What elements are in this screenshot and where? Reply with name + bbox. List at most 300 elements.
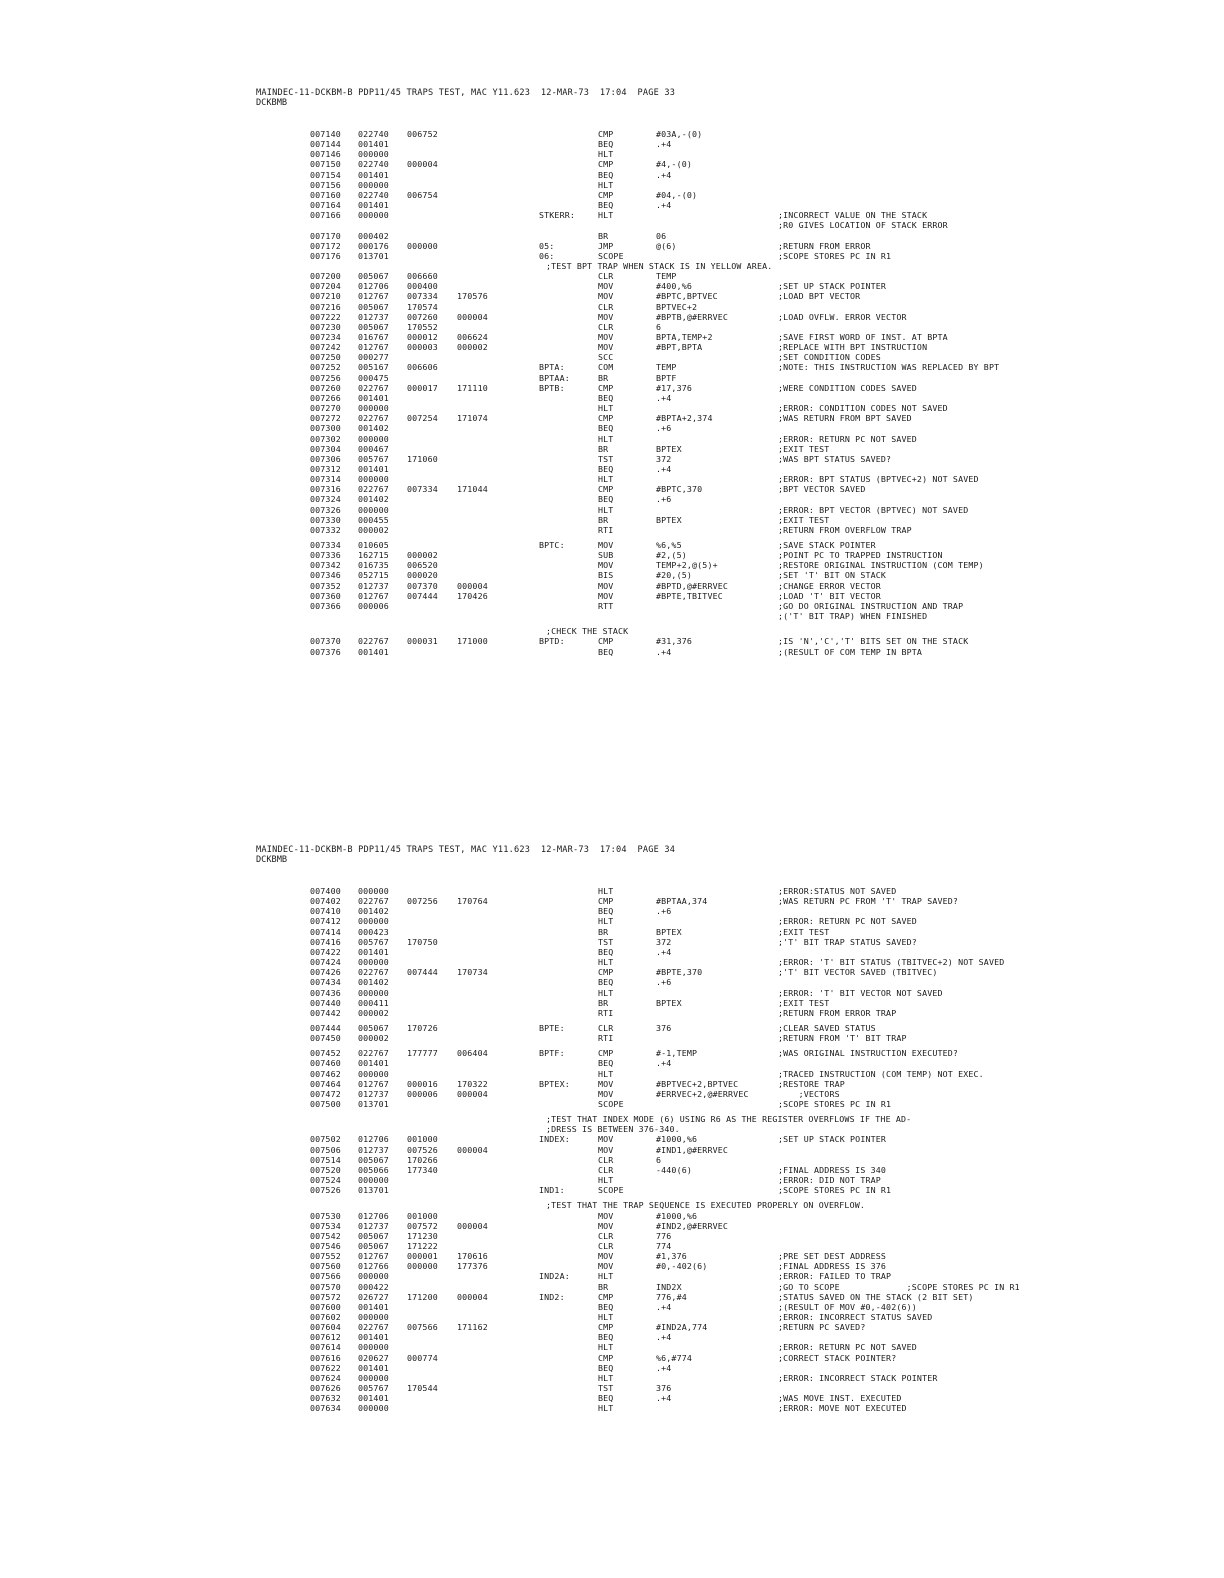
line-w1: 000000: [358, 987, 389, 998]
line-w1: 005066: [358, 1164, 389, 1175]
line-arg: .+4: [656, 946, 672, 957]
line-arg: 372: [656, 453, 672, 464]
line-addr: 007332: [310, 524, 341, 535]
line-w1: 022767: [358, 1322, 389, 1333]
line-w3: 000004: [457, 311, 488, 322]
line-arg: #IND2A,774: [656, 1322, 708, 1333]
line-w1: 000000: [358, 1372, 389, 1383]
line-comment: ;EXIT TEST: [778, 514, 830, 525]
line-arg: #-1,TEMP: [656, 1048, 698, 1059]
line-op: HLT: [598, 1068, 614, 1079]
line-w1: 022767: [358, 636, 389, 647]
line-op: HLT: [598, 916, 614, 927]
line-op: HLT: [598, 1312, 614, 1322]
line-w3: 000004: [457, 1088, 488, 1099]
line-w2: 007566: [407, 1322, 438, 1333]
line-w3: 000002: [457, 342, 488, 353]
line-w2: 006660: [407, 271, 438, 282]
line-op: CMP: [598, 129, 614, 139]
line-w2: 177777: [407, 1048, 438, 1059]
line-addr: 007402: [310, 896, 341, 907]
line-op: CLR: [598, 1164, 614, 1175]
section-comment-text: ;DRESS IS BETWEEN 376-340.: [546, 1124, 680, 1135]
line-addr: 007524: [310, 1175, 341, 1186]
line-comment: ;ERROR: FAILED TO TRAP: [778, 1271, 892, 1282]
line-op: SCC: [598, 352, 614, 363]
line-addr: 007400: [310, 886, 341, 896]
line-arg: #0,-402(6): [656, 1261, 708, 1272]
line-label: 05:: [539, 240, 555, 251]
line-comment: ;WAS MOVE INST. EXECUTED: [778, 1393, 902, 1404]
line-op: BEQ: [598, 1332, 614, 1343]
line-comment: ;ERROR: DID NOT TRAP: [778, 1175, 881, 1186]
line-w2: 000016: [407, 1078, 438, 1089]
line-comment: ;ERROR: 'T' BIT STATUS (TBITVEC+2) NOT SAVED: [778, 957, 1005, 968]
line-w1: 005767: [358, 1383, 389, 1394]
line-addr: 007502: [310, 1134, 341, 1145]
line-op: BR: [598, 514, 609, 525]
line-comment: ;CLEAR SAVED STATUS: [778, 1022, 876, 1033]
line-w1: 012767: [358, 1251, 389, 1262]
line-w1: 001402: [358, 494, 389, 505]
line-arg: 6: [656, 321, 662, 332]
line-op: CMP: [598, 382, 614, 393]
line-arg: IND2X: [656, 1281, 682, 1292]
line-comment: ;SET 'T' BIT ON STACK: [778, 570, 887, 581]
line-op: BR: [598, 1281, 609, 1292]
line-label: BPTB:: [539, 382, 565, 393]
line-addr: 007452: [310, 1048, 341, 1059]
line-comment: ;'T' BIT TRAP STATUS SAVED?: [778, 936, 917, 947]
line-w1: 001401: [358, 392, 389, 403]
line-op: BEQ: [598, 423, 614, 434]
line-w1: 000002: [358, 1007, 389, 1018]
line-w1: 012737: [358, 1144, 389, 1155]
line-w1: 016735: [358, 560, 389, 571]
line-comment: ;POINT PC TO TRAPPED INSTRUCTION: [778, 550, 943, 561]
line-addr: 007270: [310, 403, 341, 414]
line-op: CMP: [598, 484, 614, 495]
line-arg: BPTEX: [656, 443, 682, 454]
line-addr: 007234: [310, 332, 341, 342]
line-op: CLR: [598, 301, 614, 312]
line-w1: 012706: [358, 281, 389, 292]
line-comment: ;WAS ORIGINAL INSTRUCTION EXECUTED?: [778, 1048, 959, 1059]
line-w1: 022767: [358, 382, 389, 393]
line-w1: 001401: [358, 646, 389, 657]
line-comment: ;SET UP STACK POINTER: [778, 281, 887, 292]
line-label: BPTEX:: [539, 1078, 570, 1089]
line-w1: 000002: [358, 524, 389, 535]
line-w1: 001402: [358, 423, 389, 434]
line-op: HLT: [598, 504, 614, 515]
line-w1: 000475: [358, 372, 389, 383]
line-w1: 022767: [358, 413, 389, 424]
line-arg: .+4: [656, 200, 672, 211]
line-w1: 001401: [358, 1332, 389, 1343]
line-w1: 001402: [358, 906, 389, 917]
line-w3: 171110: [457, 382, 488, 393]
line-addr: 007460: [310, 1058, 341, 1069]
line-w2: 171200: [407, 1291, 438, 1302]
line-arg: #BPTAA,374: [656, 896, 708, 907]
line-op: BR: [598, 926, 609, 937]
line-w1: 005067: [358, 1022, 389, 1033]
line-op: SUB: [598, 550, 614, 561]
line-addr: 007230: [310, 321, 341, 332]
line-comment: ;RESTORE TRAP: [778, 1078, 845, 1089]
line-comment: ;EXIT TEST: [778, 926, 830, 937]
line-arg: 6: [656, 1154, 662, 1165]
line-w2: 000004: [407, 159, 438, 170]
line-w2: 007572: [407, 1220, 438, 1231]
line-comment: ;ERROR:STATUS NOT SAVED: [778, 886, 897, 896]
line-w1: 005767: [358, 936, 389, 947]
line-label: BPTAA:: [539, 372, 570, 383]
line-arg: #03A,-(0): [656, 129, 703, 139]
line-addr: 007434: [310, 977, 341, 988]
line-w2: 000002: [407, 550, 438, 561]
line-addr: 007500: [310, 1099, 341, 1109]
line-w3: 170322: [457, 1078, 488, 1089]
line-w2: 171222: [407, 1240, 438, 1251]
line-arg: 376: [656, 1022, 672, 1033]
line-w2: 006754: [407, 189, 438, 200]
line-w2: 000031: [407, 636, 438, 647]
line-w2: 000001: [407, 1251, 438, 1262]
line-comment: ;SAVE FIRST WORD OF INST. AT BPTA: [778, 332, 948, 342]
line-arg: TEMP: [656, 362, 677, 373]
line-comment: ;FINAL ADDRESS IS 340: [778, 1164, 887, 1175]
line-addr: 007324: [310, 494, 341, 505]
line-label: BPTE:: [539, 1022, 565, 1033]
line-arg: #400,%6: [656, 281, 693, 292]
line-arg: #BPT,BPTA: [656, 342, 703, 353]
line-label: BPTC:: [539, 540, 565, 550]
line-w1: 162715: [358, 550, 389, 561]
line-addr: 007144: [310, 139, 341, 150]
line-w2: 170266: [407, 1154, 438, 1165]
line-w1: 022740: [358, 129, 389, 139]
section-comment-text: ;TEST THAT INDEX MODE (6) USING R6 AS THE REGISTER OVERFLOWS IF THE AD-: [546, 1114, 912, 1125]
line-op: BEQ: [598, 200, 614, 211]
line-op: BR: [598, 372, 609, 383]
line-op: MOV: [598, 540, 614, 550]
line-arg: #BPTA+2,374: [656, 413, 713, 424]
line-w1: 016767: [358, 332, 389, 342]
line-w1: 005067: [358, 271, 389, 282]
line-arg: 774: [656, 1240, 672, 1251]
line-w1: 000000: [358, 1271, 389, 1282]
line-op: BEQ: [598, 977, 614, 988]
line-addr: 007626: [310, 1383, 341, 1394]
line-comment: ;ERROR: 'T' BIT VECTOR NOT SAVED: [778, 987, 943, 998]
line-comment: ;ERROR: INCORRECT STACK POINTER: [778, 1372, 938, 1383]
line-op: RTT: [598, 600, 614, 611]
line-op: HLT: [598, 1372, 614, 1383]
line-arg: .+6: [656, 494, 672, 505]
page-header: MAINDEC-11-DCKBM-B PDP11/45 TRAPS TEST, MAC Y11.623 12-MAR-73 17:04 PAGE 34: [256, 845, 676, 855]
line-w2: 007260: [407, 311, 438, 322]
line-comment: ;(RESULT OF MOV #0,-402(6)): [778, 1301, 917, 1312]
line-addr: 007614: [310, 1342, 341, 1353]
line-w1: 000000: [358, 957, 389, 968]
line-op: HLT: [598, 886, 614, 896]
line-comment: ;IS 'N','C','T' BITS SET ON THE STACK: [778, 636, 969, 647]
line-w3: 170616: [457, 1251, 488, 1262]
line-addr: 007346: [310, 570, 341, 581]
line-addr: 007570: [310, 1281, 341, 1292]
line-w1: 005767: [358, 453, 389, 464]
line-arg: .+4: [656, 169, 672, 180]
line-arg: #ERRVEC+2,@#ERRVEC: [656, 1088, 749, 1099]
line-op: JMP: [598, 240, 614, 251]
line-comment: ;'T' BIT VECTOR SAVED (TBITVEC): [778, 967, 938, 978]
line-w1: 001401: [358, 200, 389, 211]
line-op: MOV: [598, 332, 614, 342]
line-w1: 020627: [358, 1352, 389, 1363]
line-addr: 007412: [310, 916, 341, 927]
line-comment: ;SCOPE STORES PC IN R1: [778, 1185, 892, 1196]
line-op: MOV: [598, 1088, 614, 1099]
line-addr: 007140: [310, 129, 341, 139]
line-comment: ;CORRECT STACK POINTER?: [778, 1352, 897, 1363]
line-comment: ;ERROR: INCORRECT STATUS SAVED: [778, 1312, 933, 1322]
line-op: RTI: [598, 1007, 614, 1018]
program-name: DCKBMB: [256, 98, 288, 108]
line-addr: 007526: [310, 1185, 341, 1196]
line-addr: 007422: [310, 946, 341, 957]
line-w1: 005067: [358, 1154, 389, 1165]
section-comment-text: ;TEST BPT TRAP WHEN STACK IS IN YELLOW AREA.: [546, 260, 773, 271]
line-comment: ;LOAD OVFLW. ERROR VECTOR: [778, 311, 907, 322]
line-addr: 007216: [310, 301, 341, 312]
line-addr: 007166: [310, 210, 341, 221]
line-op: SCOPE: [598, 1099, 624, 1109]
line-arg: BPTF: [656, 372, 677, 383]
line-w1: 012767: [358, 1078, 389, 1089]
line-addr: 007256: [310, 372, 341, 383]
line-label: STKERR:: [539, 210, 576, 221]
line-arg: 372: [656, 936, 672, 947]
line-comment: ;ERROR: BPT VECTOR (BPTVEC) NOT SAVED: [778, 504, 969, 515]
line-op: BR: [598, 230, 609, 241]
line-addr: 007176: [310, 250, 341, 261]
line-arg: .+4: [656, 463, 672, 474]
line-arg: #BPTD,@#ERRVEC: [656, 580, 729, 591]
line-w1: 012766: [358, 1261, 389, 1272]
line-addr: 007252: [310, 362, 341, 373]
line-w1: 022767: [358, 484, 389, 495]
line-op: BR: [598, 443, 609, 454]
line-op: HLT: [598, 1175, 614, 1186]
line-w1: 000176: [358, 240, 389, 251]
line-arg: #4,-(0): [656, 159, 693, 170]
line-comment: ;ERROR: CONDITION CODES NOT SAVED: [778, 403, 948, 414]
line-op: MOV: [598, 1251, 614, 1262]
line-addr: 007450: [310, 1033, 341, 1044]
line-w1: 022767: [358, 967, 389, 978]
line-w1: 000411: [358, 997, 389, 1008]
line-arg: #1000,%6: [656, 1210, 698, 1221]
line-addr: 007160: [310, 189, 341, 200]
line-addr: 007534: [310, 1220, 341, 1231]
line-comment: ;SET UP STACK POINTER: [778, 1134, 887, 1145]
line-op: HLT: [598, 987, 614, 998]
line-addr: 007172: [310, 240, 341, 251]
line-addr: 007472: [310, 1088, 341, 1099]
line-op: CLR: [598, 1022, 614, 1033]
line-addr: 007200: [310, 271, 341, 282]
line-w2: 001000: [407, 1210, 438, 1221]
line-op: MOV: [598, 342, 614, 353]
line-w2: 007444: [407, 590, 438, 601]
line-w2: 170726: [407, 1022, 438, 1033]
line-op: CLR: [598, 1230, 614, 1241]
line-w3: 177376: [457, 1261, 488, 1272]
line-arg: .+4: [656, 392, 672, 403]
line-w1: 012767: [358, 590, 389, 601]
line-w2: 171060: [407, 453, 438, 464]
line-op: CMP: [598, 1048, 614, 1059]
line-op: HLT: [598, 1403, 614, 1414]
line-w3: 006624: [457, 332, 488, 342]
line-arg: #1000,%6: [656, 1134, 698, 1145]
line-arg: BPTEX: [656, 514, 682, 525]
line-op: MOV: [598, 1210, 614, 1221]
line-addr: 007370: [310, 636, 341, 647]
line-arg: .+4: [656, 1332, 672, 1343]
line-addr: 007164: [310, 200, 341, 211]
line-arg: #31,376: [656, 636, 693, 647]
line-op: BEQ: [598, 1362, 614, 1373]
line-addr: 007250: [310, 352, 341, 363]
line-arg: #BPTC,BPTVEC: [656, 291, 718, 302]
line-op: MOV: [598, 311, 614, 322]
line-w1: 005067: [358, 301, 389, 312]
line-addr: 007462: [310, 1068, 341, 1079]
line-addr: 007410: [310, 906, 341, 917]
line-w1: 000006: [358, 600, 389, 611]
line-addr: 007314: [310, 474, 341, 485]
page-header: MAINDEC-11-DCKBM-B PDP11/45 TRAPS TEST, MAC Y11.623 12-MAR-73 17:04 PAGE 33: [256, 88, 676, 98]
line-w2: 001000: [407, 1134, 438, 1145]
line-w2: 006520: [407, 560, 438, 571]
line-w2: 171230: [407, 1230, 438, 1241]
line-w2: 000774: [407, 1352, 438, 1363]
line-w2: 000003: [407, 342, 438, 353]
line-arg: .+6: [656, 977, 672, 988]
line-addr: 007204: [310, 281, 341, 292]
line-arg: 776,#4: [656, 1291, 687, 1302]
line-op: MOV: [598, 281, 614, 292]
line-addr: 007604: [310, 1322, 341, 1333]
line-op: SCOPE: [598, 1185, 624, 1196]
line-w1: 000000: [358, 1068, 389, 1079]
line-w1: 000455: [358, 514, 389, 525]
line-addr: 007506: [310, 1144, 341, 1155]
line-w1: 022740: [358, 159, 389, 170]
line-w3: 170426: [457, 590, 488, 601]
line-w1: 022767: [358, 1048, 389, 1059]
line-w2: 006752: [407, 129, 438, 139]
line-addr: 007306: [310, 453, 341, 464]
line-arg: BPTEX: [656, 997, 682, 1008]
line-comment: ;LOAD BPT VECTOR: [778, 291, 861, 302]
line-op: HLT: [598, 433, 614, 444]
section-comment-text: ;TEST THAT THE TRAP SEQUENCE IS EXECUTED PROPERLY ON OVERFLOW.: [546, 1200, 865, 1211]
line-arg: #IND2,@#ERRVEC: [656, 1220, 729, 1231]
line-arg: TEMP+2,@(5)+: [656, 560, 718, 571]
line-comment: ;WAS RETURN PC FROM 'T' TRAP SAVED?: [778, 896, 959, 907]
line-label: IND2A:: [539, 1271, 570, 1282]
line-addr: 007312: [310, 463, 341, 474]
line-label: IND1:: [539, 1185, 565, 1196]
line-addr: 007414: [310, 926, 341, 937]
line-comment: ;VECTORS: [778, 1088, 840, 1099]
line-w1: 000000: [358, 916, 389, 927]
line-w2: 000012: [407, 332, 438, 342]
line-label: BPTD:: [539, 636, 565, 647]
line-w2: 170544: [407, 1383, 438, 1394]
line-comment: ;WAS BPT STATUS SAVED?: [778, 453, 892, 464]
line-comment: ;GO TO SCOPE ;SCOPE STORES PC IN R1: [778, 1281, 1020, 1292]
line-op: MOV: [598, 1220, 614, 1231]
line-op: BEQ: [598, 1058, 614, 1069]
line-op: TST: [598, 936, 614, 947]
line-w2: 177340: [407, 1164, 438, 1175]
line-w1: 000402: [358, 230, 389, 241]
line-addr: 007616: [310, 1352, 341, 1363]
line-arg: #IND1,@#ERRVEC: [656, 1144, 729, 1155]
line-arg: BPTA,TEMP+2: [656, 332, 713, 342]
line-comment: ;BPT VECTOR SAVED: [778, 484, 866, 495]
line-comment: ;NOTE: THIS INSTRUCTION WAS REPLACED BY BPT: [778, 362, 1000, 373]
line-comment: ;RESTORE ORIGINAL INSTRUCTION (COM TEMP): [778, 560, 984, 571]
line-w3: 170764: [457, 896, 488, 907]
line-w2: 170750: [407, 936, 438, 947]
line-comment: ;STATUS SAVED ON THE STACK (2 BIT SET): [778, 1291, 974, 1302]
line-op: COM: [598, 362, 614, 373]
section-comment-text: ;CHECK THE STACK: [546, 626, 629, 637]
line-op: MOV: [598, 590, 614, 601]
line-op: CMP: [598, 967, 614, 978]
line-w2: 000000: [407, 1261, 438, 1272]
line-addr: 007416: [310, 936, 341, 947]
line-w3: 000004: [457, 1144, 488, 1155]
line-op: BEQ: [598, 494, 614, 505]
line-arg: .+4: [656, 1301, 672, 1312]
line-comment: ;SCOPE STORES PC IN R1: [778, 1099, 892, 1109]
line-comment: ;RETURN FROM ERROR: [778, 240, 871, 251]
line-w3: 171044: [457, 484, 488, 495]
line-addr: 007336: [310, 550, 341, 561]
line-op: CMP: [598, 1291, 614, 1302]
line-comment: ;EXIT TEST: [778, 443, 830, 454]
line-op: CMP: [598, 896, 614, 907]
line-comment: ;CHANGE ERROR VECTOR: [778, 580, 881, 591]
line-arg: -440(6): [656, 1164, 693, 1175]
line-w1: 001401: [358, 1362, 389, 1373]
line-addr: 007436: [310, 987, 341, 998]
line-op: CMP: [598, 189, 614, 200]
line-arg: %6,%5: [656, 540, 682, 550]
line-comment: ;WAS RETURN FROM BPT SAVED: [778, 413, 912, 424]
line-comment: ;PRE SET DEST ADDRESS: [778, 1251, 887, 1262]
line-addr: 007154: [310, 169, 341, 180]
line-label: BPTA:: [539, 362, 565, 373]
line-op: CMP: [598, 1322, 614, 1333]
